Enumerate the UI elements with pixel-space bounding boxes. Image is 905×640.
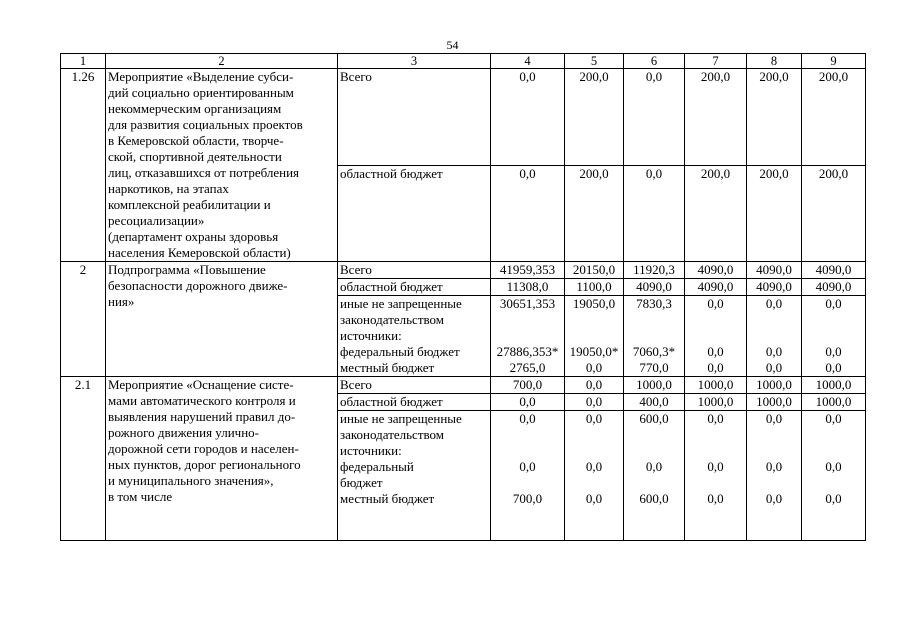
- value-cell: 200,0: [565, 69, 624, 166]
- row-id: 1.26: [61, 69, 106, 262]
- value-cell: 1000,0: [802, 377, 866, 394]
- source-cell: Всего: [338, 69, 491, 166]
- value: 0,0: [585, 491, 603, 506]
- name-line: ресоциализации»: [108, 213, 205, 228]
- value: 0,0: [765, 411, 783, 426]
- value-cell: 4090,0: [624, 279, 685, 296]
- value: 0,0: [825, 296, 842, 311]
- row-name: [106, 377, 338, 541]
- value-cell: 1000,0: [685, 394, 747, 411]
- row-name: [106, 262, 338, 377]
- value: 0,0: [825, 491, 842, 506]
- value: 600,0: [639, 411, 669, 426]
- value: 0,0: [519, 459, 536, 474]
- value: 700,0: [512, 491, 543, 506]
- header-row: [61, 54, 866, 69]
- source-line: местный бюджет: [340, 491, 435, 506]
- value: 0,0: [765, 491, 783, 506]
- value: 30651,353: [499, 296, 556, 311]
- value: 19050,0*: [569, 344, 619, 359]
- value-cell: 0,0: [565, 377, 624, 394]
- value: 0,0: [645, 459, 663, 474]
- name-line: рожного движения улично-: [108, 425, 260, 440]
- value-cell: [491, 411, 565, 541]
- value-cell: 0,0: [491, 394, 565, 411]
- name-line: выявления нарушений правил до-: [108, 409, 296, 424]
- source-line: законодательством: [340, 312, 445, 327]
- value: 0,0: [707, 360, 724, 375]
- value-cell: 4090,0: [802, 279, 866, 296]
- source-cell: областной бюджет: [338, 165, 491, 262]
- source-line: местный бюджет: [340, 360, 435, 375]
- value-cell: 200,0: [565, 165, 624, 262]
- value-cell: 1000,0: [802, 394, 866, 411]
- value: 0,0: [707, 491, 724, 506]
- source-line: источники:: [340, 328, 402, 343]
- value: 0,0: [765, 360, 783, 375]
- value-cell: 20150,0: [565, 262, 624, 279]
- source-cell: Всего: [338, 377, 491, 394]
- value-cell: 4090,0: [685, 262, 747, 279]
- source-line: федеральный: [340, 459, 414, 474]
- name-line: лиц, отказавшихся от потребления: [108, 165, 300, 180]
- value: 0,0: [707, 296, 724, 311]
- table-row: [61, 69, 866, 166]
- value: 770,0: [639, 360, 669, 375]
- value-cell: 4090,0: [747, 279, 802, 296]
- name-line: дорожной сети городов и населен-: [108, 441, 299, 456]
- value-cell: 0,0: [624, 165, 685, 262]
- value-cell: [685, 296, 747, 377]
- header-cell: 6: [624, 54, 685, 69]
- value-cell: [802, 411, 866, 541]
- table-row: [61, 262, 866, 279]
- value: 0,0: [519, 411, 536, 426]
- name-line: Мероприятие «Выделение субси-: [108, 69, 294, 84]
- value-cell: 1100,0: [565, 279, 624, 296]
- name-line: в том числе: [108, 489, 173, 504]
- value-cell: 700,0: [491, 377, 565, 394]
- value-cell: 200,0: [747, 165, 802, 262]
- name-line: комплексной реабилитации и: [108, 197, 271, 212]
- value-cell: [491, 296, 565, 377]
- budget-table: [60, 53, 866, 541]
- value: 0,0: [707, 459, 724, 474]
- header-cell: 2: [106, 54, 338, 69]
- header-cell: 5: [565, 54, 624, 69]
- value-cell: 0,0: [491, 69, 565, 166]
- name-line: населения Кемеровской области): [108, 245, 291, 260]
- source-cell: областной бюджет: [338, 394, 491, 411]
- page-number: 54: [446, 38, 459, 52]
- source-cell: [338, 411, 491, 541]
- header-cell: 4: [491, 54, 565, 69]
- header-cell: 9: [802, 54, 866, 69]
- value: 0,0: [585, 411, 603, 426]
- value: 0,0: [825, 459, 842, 474]
- value: 2765,0: [509, 360, 546, 375]
- value-cell: 0,0: [624, 69, 685, 166]
- value-cell: 1000,0: [685, 377, 747, 394]
- source-line: источники:: [340, 443, 402, 458]
- source-line: иные не запрещенные: [340, 411, 462, 426]
- value-cell: 0,0: [491, 165, 565, 262]
- value-cell: [624, 411, 685, 541]
- value: 0,0: [585, 360, 603, 375]
- value-cell: [565, 296, 624, 377]
- header-cell: 1: [61, 54, 106, 69]
- value-cell: 0,0: [565, 394, 624, 411]
- name-line: (департамент охраны здоровья: [108, 229, 279, 244]
- value: 7060,3*: [632, 344, 676, 359]
- value-cell: 200,0: [802, 165, 866, 262]
- name-line: Мероприятие «Оснащение систе-: [108, 377, 294, 392]
- value-cell: 4090,0: [802, 262, 866, 279]
- source-line: иные не запрещенные: [340, 296, 462, 311]
- name-line: ния»: [108, 294, 135, 309]
- value-cell: 11308,0: [491, 279, 565, 296]
- source-line: бюджет: [340, 475, 383, 490]
- value: 600,0: [639, 491, 669, 506]
- value-cell: 200,0: [685, 165, 747, 262]
- value-cell: 1000,0: [747, 377, 802, 394]
- source-cell: Всего: [338, 262, 491, 279]
- value-cell: [747, 411, 802, 541]
- header-cell: 8: [747, 54, 802, 69]
- value-cell: [565, 411, 624, 541]
- name-line: для развития социальных проектов: [108, 117, 303, 132]
- name-line: ных пунктов, дорог регионального: [108, 457, 301, 472]
- value: 0,0: [825, 411, 842, 426]
- value-cell: 11920,3: [624, 262, 685, 279]
- value-cell: 4090,0: [747, 262, 802, 279]
- value: 0,0: [765, 344, 783, 359]
- value-cell: 1000,0: [624, 377, 685, 394]
- value-cell: 400,0: [624, 394, 685, 411]
- source-cell: областной бюджет: [338, 279, 491, 296]
- row-id: 2.1: [61, 377, 106, 541]
- value: 0,0: [825, 360, 842, 375]
- value-cell: 4090,0: [685, 279, 747, 296]
- header-cell: 3: [338, 54, 491, 69]
- value: 0,0: [825, 344, 842, 359]
- name-line: в Кемеровской области, творче-: [108, 133, 284, 148]
- value-cell: 1000,0: [747, 394, 802, 411]
- value-cell: 200,0: [802, 69, 866, 166]
- value-cell: [624, 296, 685, 377]
- source-line: федеральный бюджет: [340, 344, 460, 359]
- value-cell: 200,0: [685, 69, 747, 166]
- name-line: мами автоматического контроля и: [108, 393, 296, 408]
- value: 0,0: [585, 459, 603, 474]
- name-line: ской, спортивной деятельности: [108, 149, 282, 164]
- value-cell: 200,0: [747, 69, 802, 166]
- source-line: законодательством: [340, 427, 445, 442]
- value: 7830,3: [636, 296, 672, 311]
- source-cell: [338, 296, 491, 377]
- value: 0,0: [765, 296, 783, 311]
- value: 0,0: [707, 344, 724, 359]
- value-cell: [747, 296, 802, 377]
- value: 27886,353*: [496, 344, 559, 359]
- row-name: [106, 69, 338, 262]
- value: 0,0: [765, 459, 783, 474]
- value-cell: [685, 411, 747, 541]
- name-line: Подпрограмма «Повышение: [108, 262, 266, 277]
- value-cell: [802, 296, 866, 377]
- row-id: 2: [61, 262, 106, 377]
- name-line: безопасности дорожного движе-: [108, 278, 288, 293]
- name-line: наркотиков, на этапах: [108, 181, 229, 196]
- value: 0,0: [707, 411, 724, 426]
- table-row: [61, 377, 866, 394]
- value: 19050,0: [572, 296, 616, 311]
- name-line: некоммерческим организациям: [108, 101, 282, 116]
- header-cell: 7: [685, 54, 747, 69]
- value-cell: 41959,353: [491, 262, 565, 279]
- name-line: дий социально ориентированным: [108, 85, 294, 100]
- name-line: и муниципального значения»,: [108, 473, 274, 488]
